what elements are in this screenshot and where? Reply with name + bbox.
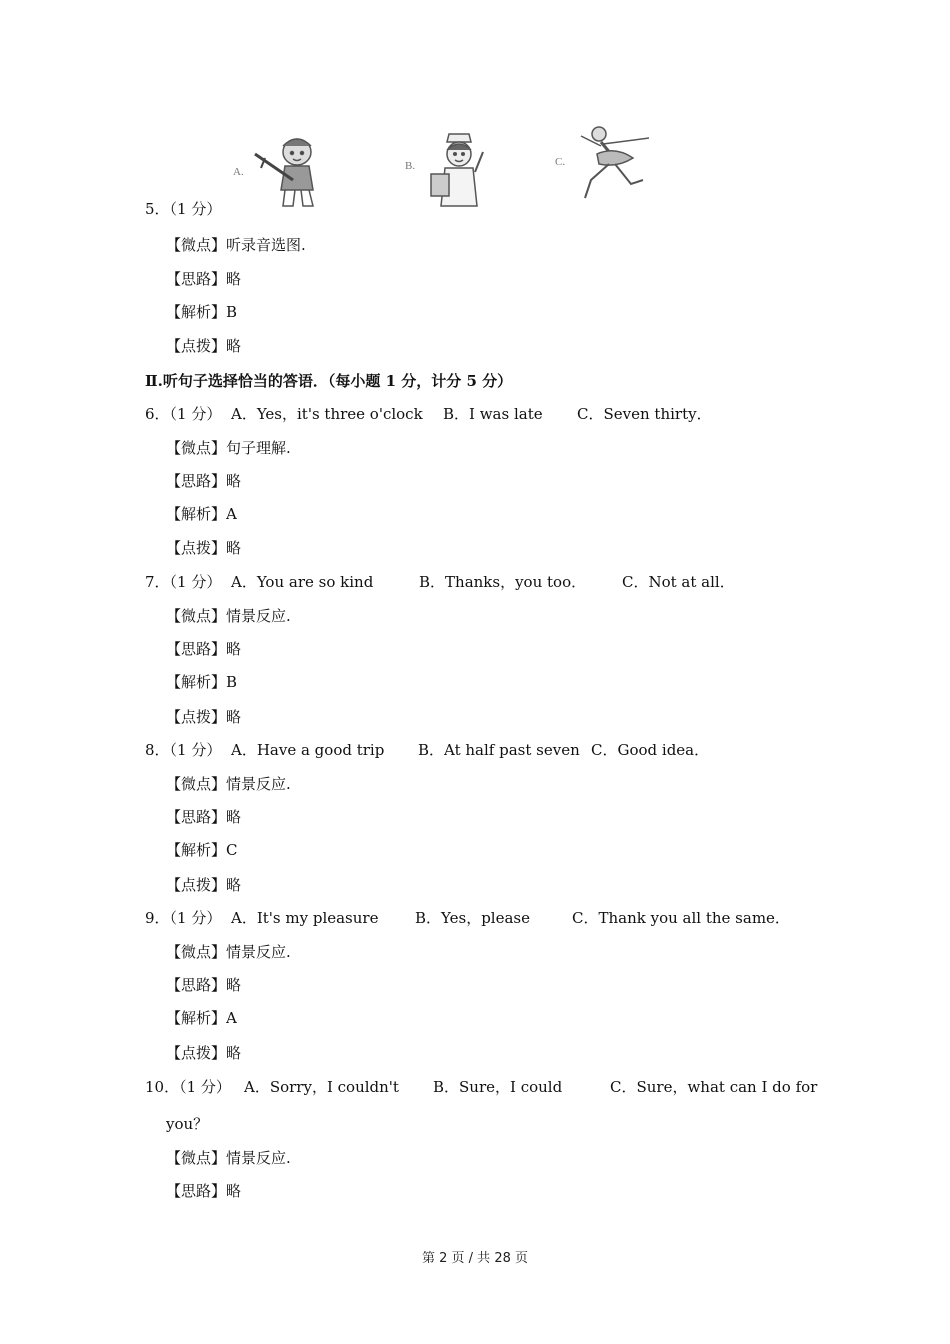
picture-option-a <box>225 124 335 212</box>
section-heading: Ⅱ.听句子选择恰当的答语．（每小题 1 分，计分 5 分） <box>145 372 513 390</box>
picture-a-label: A. <box>233 166 244 178</box>
question-number: 8． <box>145 741 170 759</box>
note-jiexi: 【解析】B <box>166 303 238 321</box>
option-a: A．It's my pleasure <box>231 909 379 927</box>
option-b: B．At half past seven <box>418 741 580 759</box>
note-weidian: 【微点】句子理解. <box>166 439 291 457</box>
option-c: C．Thank you all the same． <box>572 909 790 927</box>
note-silu: 【思路】略 <box>166 808 242 826</box>
note-dianbo: 【点拨】略 <box>166 337 242 355</box>
note-weidian: 【微点】听录音选图. <box>166 236 306 254</box>
option-c: C．Seven thirty． <box>577 405 712 423</box>
option-a: A．Sorry，I couldn't <box>244 1078 399 1096</box>
question-10 <box>145 1077 818 1097</box>
note-dianbo: 【点拨】略 <box>166 1044 242 1062</box>
question-number: 6． <box>145 405 170 423</box>
question-6 <box>145 404 712 424</box>
picture-option-b <box>403 132 493 212</box>
nurse-icon <box>425 132 495 210</box>
option-c: C．Good idea． <box>591 741 710 759</box>
page-footer: 第 2 页 / 共 28 页 <box>422 1251 528 1266</box>
note-weidian: 【微点】情景反应. <box>166 1149 291 1167</box>
question-score: （1 分） <box>169 741 222 759</box>
question-5-pictures <box>225 124 665 212</box>
option-b: B．Yes，please <box>415 909 530 927</box>
question-number: 5． <box>145 200 170 218</box>
question-score: （1 分） <box>169 909 222 927</box>
option-a: A．Have a good trip <box>231 741 385 759</box>
question-8 <box>145 740 710 760</box>
question-score: （1 分） <box>169 573 222 591</box>
question-number: 7． <box>145 573 170 591</box>
picture-b-label: B. <box>405 160 416 172</box>
option-c-continued: you？ <box>166 1115 209 1133</box>
option-c: C．Not at all． <box>622 573 735 591</box>
note-silu: 【思路】略 <box>166 270 242 288</box>
question-number: 9． <box>145 909 170 927</box>
note-jiexi: 【解析】A <box>166 1009 237 1027</box>
option-a: A．Yes，it's three o'clock <box>231 405 423 423</box>
note-silu: 【思路】略 <box>166 472 242 490</box>
note-silu: 【思路】略 <box>166 1182 242 1200</box>
note-dianbo: 【点拨】略 <box>166 876 242 894</box>
question-9 <box>145 908 790 928</box>
question-number: 10． <box>145 1078 180 1096</box>
question-score: （1 分） <box>179 1078 231 1096</box>
note-silu: 【思路】略 <box>166 640 242 658</box>
option-a: A．You are so kind <box>231 573 374 591</box>
note-weidian: 【微点】情景反应. <box>166 607 291 625</box>
picture-c-label: C. <box>555 156 566 168</box>
soldier-icon <box>253 124 333 212</box>
question-7 <box>145 572 735 592</box>
question-score: （1 分） <box>169 405 222 423</box>
note-dianbo: 【点拨】略 <box>166 708 242 726</box>
note-jiexi: 【解析】B <box>166 673 238 691</box>
option-b: B．Sure，I could <box>433 1078 563 1096</box>
option-b: B．I was late <box>443 405 543 423</box>
note-jiexi: 【解析】C <box>166 841 238 859</box>
note-silu: 【思路】略 <box>166 976 242 994</box>
note-dianbo: 【点拨】略 <box>166 539 242 557</box>
note-jiexi: 【解析】A <box>166 505 237 523</box>
question-5 <box>145 199 221 219</box>
picture-option-c <box>553 124 665 204</box>
note-weidian: 【微点】情景反应. <box>166 775 291 793</box>
dancer-icon <box>571 124 661 204</box>
note-weidian: 【微点】情景反应. <box>166 943 291 961</box>
question-score: （1 分） <box>169 200 222 218</box>
option-b: B．Thanks，you too． <box>419 573 587 591</box>
option-c: C．Sure，what can I do for <box>610 1078 818 1096</box>
